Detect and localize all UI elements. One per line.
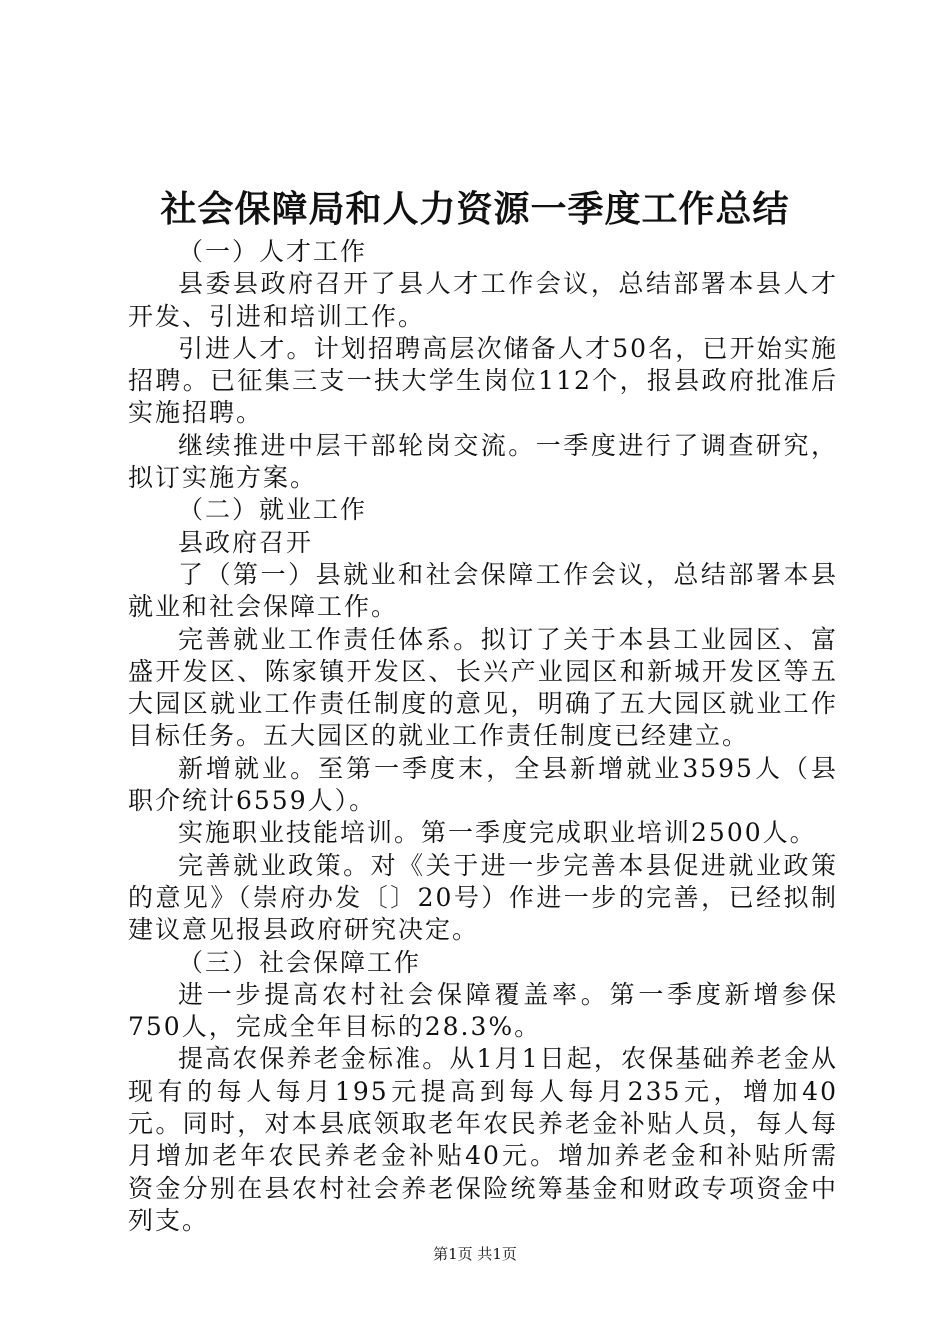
section-heading-social-security: （三）社会保障工作 — [178, 947, 422, 977]
document-body — [128, 236, 838, 1237]
paragraph: 提高农保养老金标准。从1月1日起，农保基础养老金从现有的每人每月195元提高到每人每月235元，增加40元。同时，对本县底领取老年农民养老金补贴人员，每人每月增加老年农民养老金补贴40元。增加养老金和补贴所需资金分别在县农村社会养老保险统筹基金和财政专项资金中列支。 — [128, 1044, 838, 1235]
paragraph: 县委县政府召开了县人才工作会议，总结部署本县人才开发、引进和培训工作。 — [128, 269, 838, 331]
paragraph: 继续推进中层干部轮岗交流。一季度进行了调查研究，拟订实施方案。 — [128, 430, 838, 493]
paragraph: 完善就业政策。对《关于进一步完善本县促进就业政策的意见》（崇府办发〔〕20号）作进一步的完善，已经拟制建议意见报县政府研究决定。 — [128, 850, 838, 945]
paragraph: 实施职业技能培训。第一季度完成职业培训2500人。 — [178, 818, 817, 848]
paragraph: 了（第一）县就业和社会保障工作会议，总结部署本县就业和社会保障工作。 — [128, 559, 838, 622]
paragraph: 县政府召开 — [178, 527, 314, 557]
section-heading-employment: （二）就业工作 — [178, 495, 368, 525]
paragraph: 完善就业工作责任体系。拟订了关于本县工业园区、富盛开发区、陈家镇开发区、长兴产业园区和新城开发区等五大园区就业工作责任制度的意见，明确了五大园区就业工作目标任务。五大园区的就业工作责任制度已经建立。 — [128, 624, 838, 751]
paragraph: 进一步提高农村社会保障覆盖率。第一季度新增参保750人，完成全年目标的28.3%。 — [128, 979, 838, 1042]
paragraph: 新增就业。至第一季度末，全县新增就业3595人（县职介统计6559人）。 — [128, 753, 838, 816]
paragraph: 引进人才。计划招聘高层次储备人才50名，已开始实施招聘。已征集三支一扶大学生岗位112个，报县政府批准后实施招聘。 — [128, 333, 838, 428]
section-heading-talent: （一）人才工作 — [178, 237, 368, 266]
document-title: 社会保障局和人力资源一季度工作总结 — [160, 188, 790, 230]
page-number-footer: 第1页 共1页 — [433, 1245, 517, 1263]
